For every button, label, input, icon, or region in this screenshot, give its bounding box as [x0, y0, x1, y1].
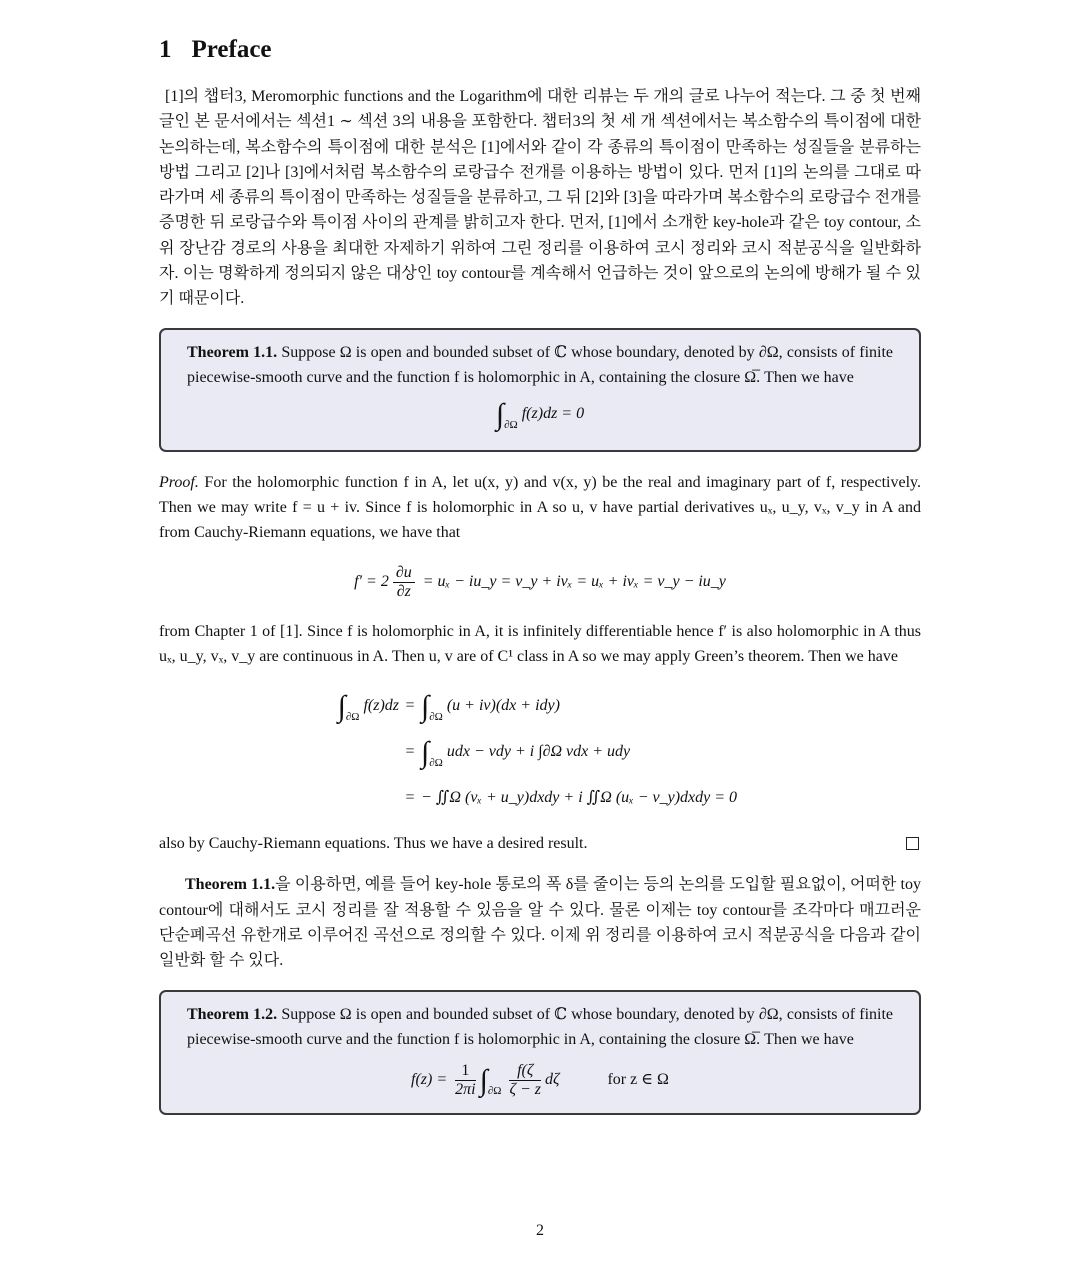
eq1-denominator: ∂z: [396, 582, 411, 600]
cif-integral-subscript: ∂Ω: [487, 1084, 502, 1097]
align-row-1-rhs: (u + iv)(dx + idy): [446, 697, 560, 715]
eq1-lhs: f′ = 2: [354, 572, 389, 590]
theorem-reference: Theorem 1.1.: [185, 876, 276, 894]
page-content: [159, 30, 921, 1133]
theorem-1-1-label: Theorem 1.1.: [187, 343, 278, 361]
integral-sign: ∫: [495, 397, 505, 431]
cauchy-riemann-equation: [159, 564, 921, 601]
theorem-1-2-text: Suppose Ω is open and bounded subset of ℂ whose boundary, denoted by ∂Ω, consists of finite piecewise-smooth curve and the function f is holomorphic in A, containing the closure Ω̅. Then we have: [187, 1005, 894, 1048]
align-row-3: = − ∬Ω (vₓ + u_y)dxdy + i ∬Ω (uₓ − v_y)dxdy = 0: [405, 789, 738, 807]
proof-paragraph-2: from Chapter 1 of [1]. Since f is holomorphic in A, it is infinitely differentiable hence f′ is also holomorphic in A thus uₓ, u_y, vₓ, v_y are continuous in A. Then u, v are of C¹ class in A so we may apply Green’s theorem. Then we have: [159, 622, 921, 665]
align-row-2: = $\int_{\partial\Omega}$ udx − vdy + i ∫∂Ω vdx + udy: [405, 736, 631, 770]
cif-differential: dζ: [544, 1070, 560, 1088]
align-row-1-lhs: $\int_{\partial\Omega}$ f(z)dz: [337, 690, 399, 724]
eq1-numerator: ∂u: [393, 564, 415, 583]
eq1-rhs: = uₓ − iu_y = v_y + ivₓ = uₓ + ivₓ = v_y − iu_y: [422, 572, 726, 590]
integral-subscript: ∂Ω: [504, 418, 518, 431]
qed-square-icon: [906, 837, 919, 850]
theorem-1-2-label: Theorem 1.2.: [187, 1005, 278, 1023]
section-heading: [159, 36, 921, 64]
proof-closing: also by Cauchy-Riemann equations. Thus we have a desired result.: [159, 835, 588, 853]
proof-text-1: For the holomorphic function f in A, let u(x, y) and v(x, y) be the real and imaginary part of f, respectively. Then we may write f = u + iv. Since f is holomorphic in A so u, v have partial derivatives uₓ, u_y, vₓ, v_y in A and from Cauchy-Riemann equations, we have that: [159, 473, 922, 542]
middle-paragraph-text: 을 이용하면, 예를 들어 key-hole 통로의 폭 δ를 줄이는 등의 논의를 도입할 필요없이, 어떠한 toy contour에 대해서도 코시 정리를 잘 적용할 수 있음을 알 수 있다. 물론 이제는 toy contour를 조각마다 매끄러운 단순폐곡선 유한개로 이루어진 곡선으로 정의할 수 있다. 이제 위 정리를 이용하여 코시 적분공식을 다음과 같이 일반화 할 수 있다.: [159, 876, 921, 970]
cif-condition: for z ∈ Ω: [607, 1070, 669, 1088]
page-number: 2: [536, 1222, 544, 1239]
cauchy-integral-formula: [187, 1062, 893, 1099]
cif-coefficient: $\frac{1}{2\pi i}$: [455, 1061, 476, 1098]
integral-sign: ∫: [479, 1063, 488, 1097]
cif-integrand: $\frac{f(\zeta}{\zeta - z}$: [509, 1061, 541, 1098]
section-number: 1: [159, 36, 172, 63]
theorem-1-1-box: [159, 328, 921, 452]
theorem-1-1-formula-body: f(z)dz = 0: [521, 404, 585, 422]
cif-lhs: f(z) =: [411, 1070, 448, 1088]
align-row-2-rhs: udx − vdy + i ∫∂Ω vdx + udy: [446, 743, 631, 761]
theorem-1-1-formula: [187, 398, 893, 432]
theorem-1-2-box: [159, 990, 921, 1115]
align-row-1: $\int_{\partial\Omega}$ $f(z)dz = \int_{\partial\Omega}$ (u + iv)(dx + idy): [309, 683, 921, 729]
theorem-1-1-text: Suppose Ω is open and bounded subset of ℂ whose boundary, denoted by ∂Ω, consists of finite piecewise-smooth curve and the function f is holomorphic in A, containing the closure Ω̅. Then we have: [187, 343, 894, 386]
proof-paragraph-1: [159, 470, 921, 546]
theorem-1-2-statement: [187, 1002, 893, 1052]
intro-paragraph: [1]의 챕터3, Meromorphic functions and the Logarithm에 대한 리뷰는 두 개의 글로 나누어 적는다. 그 중 첫 번째 글인 본 문서에서는 섹션1 ∼ 섹션 3의 내용을 포함한다. 챕터3의 첫 세 개 섹션에서는 복소함수의 특이점에 대한 논의하는데, 복소함수의 특이점에 대한 분석은 [1]에서와 같이 각 종류의 특이점이 만족하는 성질들을 분류하는 방법 그리고 [2]나 [3]에서처럼 복소함수의 로랑급수 전개를 이용하는 방법이 있다. 먼저 [1]의 논의를 그대로 따라가며 세 종류의 특이점이 만족하는 성질들을 분류하고, 그 뒤 [2]와 [3]을 따라가며 복소함수의 로랑급수 전개를 증명한 뒤 로랑급수와 특이점 사이의 관계를 밝히고자 한다. 먼저, [1]에서 소개한 key-hole과 같은 toy contour, 소위 장난감 경로의 사용을 최대한 자제하기 위하여 그린 정리를 이용하여 코시 정리와 코시 적분공식을 일반화하자. 이는 명확하게 정의되지 않은 대상인 toy contour를 계속해서 언급하는 것이 앞으로의 논의에 방해가 될 수 있기 때문이다.: [159, 88, 921, 308]
middle-paragraph: [159, 872, 921, 973]
theorem-1-1-statement: [187, 340, 893, 390]
align-row-3-rhs: − ∬Ω (vₓ + u_y)dxdy + i ∬Ω (uₓ − v_y)dxdy = 0: [421, 789, 738, 807]
proof-label: Proof.: [159, 473, 199, 491]
section-title: Preface: [191, 36, 272, 63]
green-theorem-derivation: [309, 683, 921, 821]
proof-closing-row: [159, 831, 921, 856]
eq1-fraction: [393, 564, 415, 601]
